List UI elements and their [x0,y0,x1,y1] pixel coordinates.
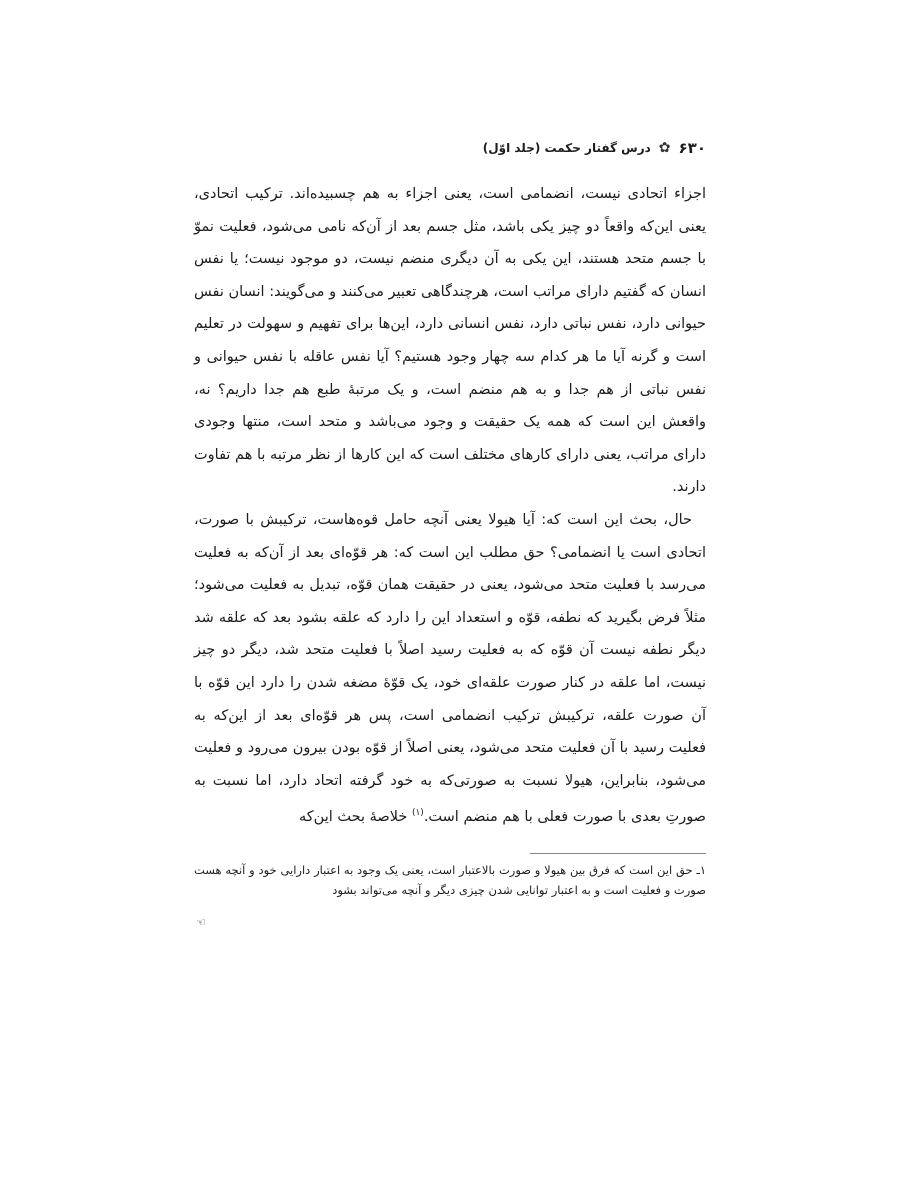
book-title: درس گفتار حکمت (جلد اوّل) [482,141,651,155]
flower-ornament-icon: ✿ [658,140,671,156]
running-header [194,137,706,159]
main-text [194,178,706,834]
pointing-hand-icon: ☜ [196,916,206,929]
paragraph-2-main: حال، بحث این است که: آیا هیولا یعنی آنچه حامل قوه‌هاست، ترکیبش با صورت، اتحادی است یا انضمامی؟ حق مطلب این است که: هر قوّه‌ای بعد از آن‌که به فعلیت می‌رسد با فعلیت متحد می‌شود، یعنی در حقیقت همان قوّه، تبدیل به فعلیت می‌شود؛ مثلاً فرض بگیرید که نطفه، قوّه و استعداد این را دارد که علقه بشود بعد که علقه شد دیگر نطفه نیست آن قوّه که به فعلیت رسید اصلاً با فعلیت متحد شد، دیگر دو چیز نیست، اما علقه در کنار صورت علقه‌ای خود، یک قوّهٔ مضغه شدن را دارد این قوّه با آن صورت علقه، ترکیبش ترکیب انضمامی است، پس هر قوّه‌ای بعد از این‌که به فعلیت رسید با آن فعلیت متحد می‌شود، یعنی اصلاً از قوّه بودن بیرون می‌رود و فعلیت می‌شود، بنابراین، هیولا نسبت به صورتی‌که به خود گرفته اتحاد دارد، اما نسبت به صورتِ بعدی با صورت فعلی با هم منضم است. [194,511,706,826]
paragraph-2-tail: خلاصهٔ بحث این‌که [298,809,412,826]
footnote-reference[interactable]: (۱) [411,808,424,819]
footnote [194,860,706,900]
paragraph-1: اجزاء اتحادی نیست، انضمامی است، یعنی اجزاء به هم چسبیده‌اند. ترکیب اتحادی، یعنی این‌که واقعاً دو چیز یکی باشد، مثل جسم بعد از آن‌که نامی می‌شود، فعلیت نموّ با جسم متحد هستند، این یکی به آن دیگری منضم نیست، دو موجود نیست؛ یا نفس انسان که گفتیم دارای مراتب است، هرچندگاهی تعبیر می‌کنند و می‌گویند: انسان نفس حیوانی دارد، نفس نباتی دارد، نفس انسانی دارد، این‌ها برای تفهیم و سهولت در تعلیم است و گرنه آیا ما هر کدام سه چهار وجود هستیم؟ آیا نفس عاقله با نفس حیوانی و نفس نباتی از هم جدا و به هم منضم است، و یک مرتبهٔ طبع هم جدا داریم؟ نه، واقعش این است که همه یک حقیقت و وجود می‌باشد و متحد است، منتها وجودی دارای مراتب، یعنی دارای کارهای مختلف است که این کارها از نظر مرتبه با هم تفاوت دارند. [194,186,706,496]
footnote-divider [530,853,706,854]
paragraph-2 [194,504,706,834]
page-number: ۶۳۰ [678,139,706,157]
footnote-text: ۱ـ حق این است که فرق بین هیولا و صورت بالاعتبار است، یعنی یک وجود به اعتبار دارایی خود و آنچه هست صورت و فعلیت است و به اعتبار توانایی شدن چیزی دیگر و آنچه می‌تواند بشود [194,863,706,897]
